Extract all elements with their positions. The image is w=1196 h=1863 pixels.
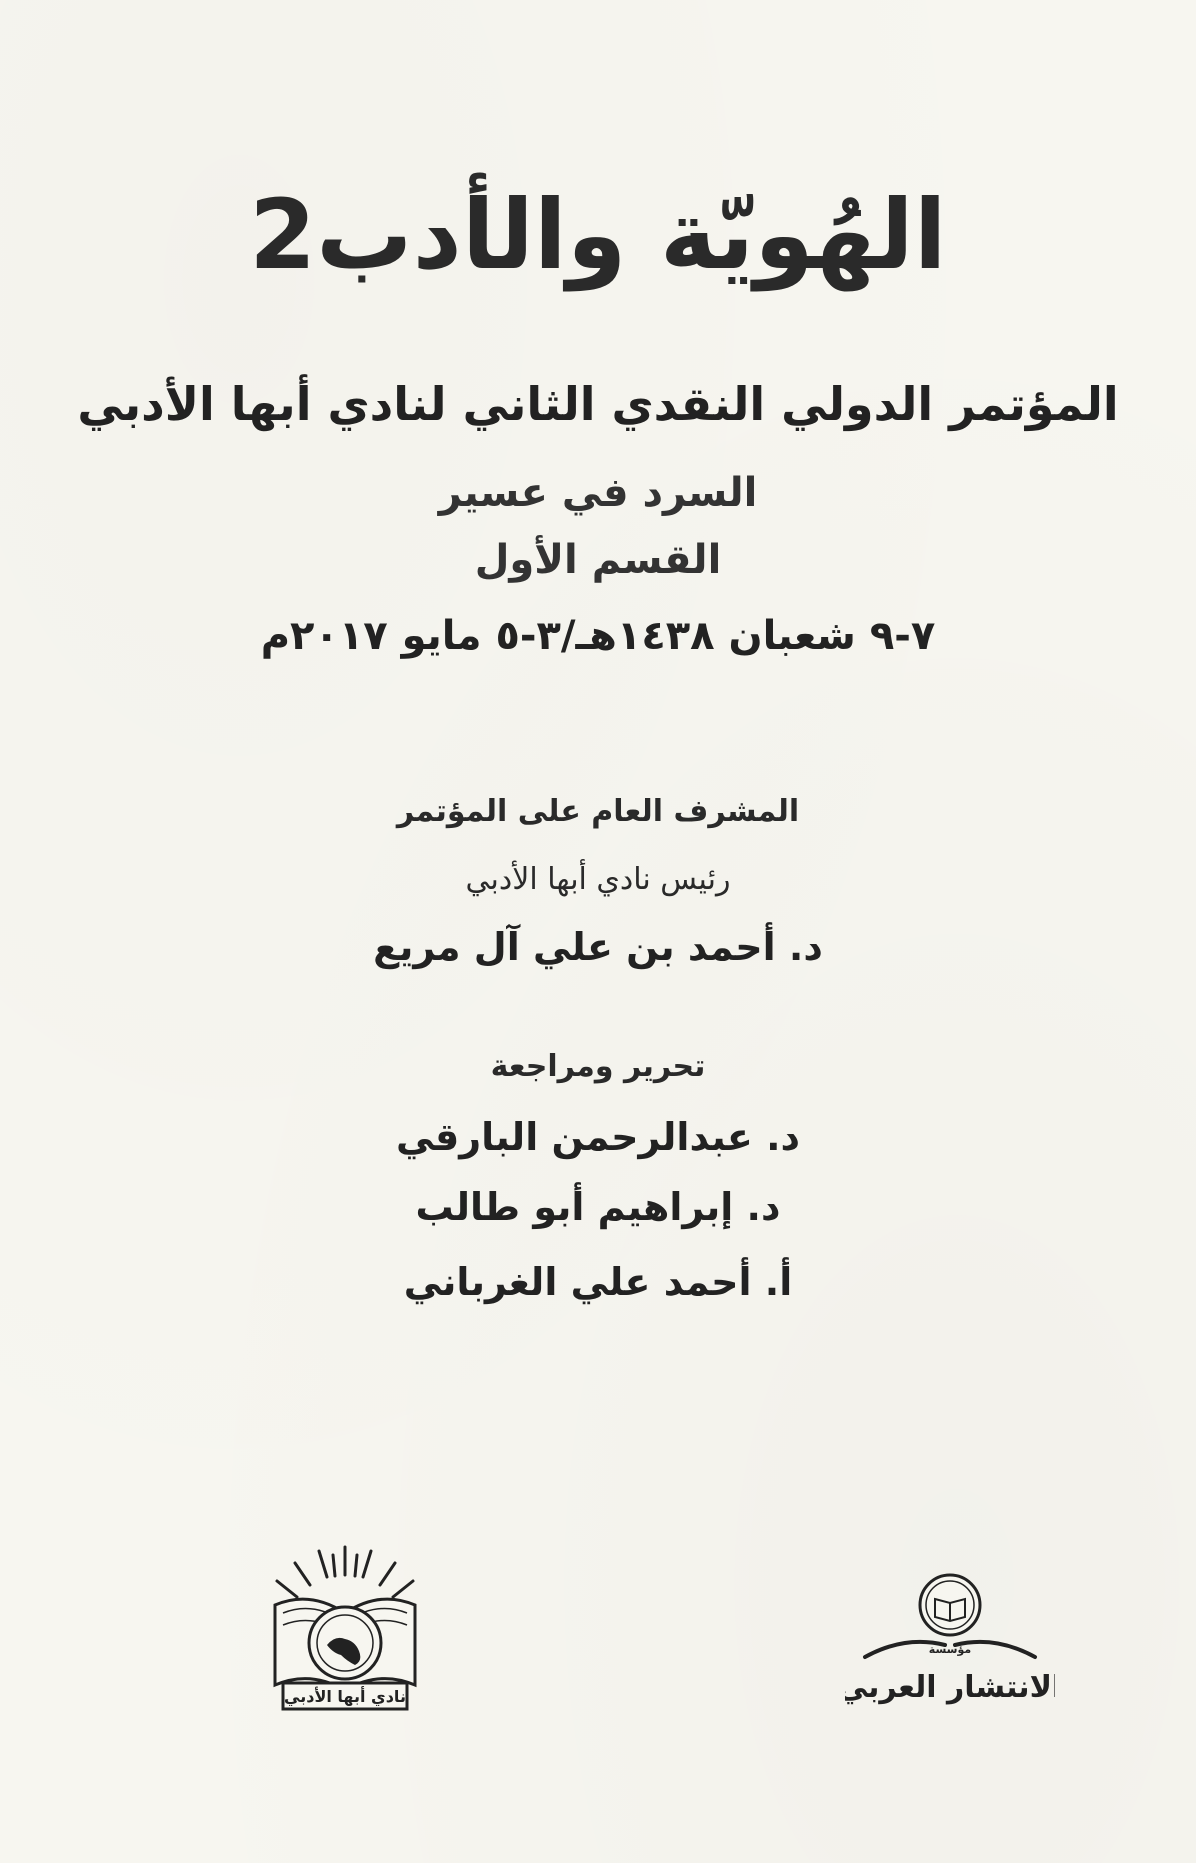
editor-name: د. إبراهيم أبو طالب (415, 1185, 781, 1229)
al-intishar-al-arabi-logo (845, 1565, 1055, 1715)
conference-topic: السرد في عسير (438, 470, 758, 516)
supervisor-name: د. أحمد بن علي آل مريع (373, 925, 823, 969)
abha-literary-club-logo (255, 1535, 435, 1715)
supervisor-label: المشرف العام على المؤتمر (396, 794, 800, 829)
supervisor-role: رئيس نادي أبها الأدبي (465, 862, 731, 897)
volume-section: القسم الأول (474, 537, 722, 583)
editor-name: د. عبدالرحمن البارقي (395, 1115, 801, 1159)
svg-text:الانتشار العربي: الانتشار العربي (845, 1670, 1055, 1705)
svg-text:نادي أبها الأدبي: نادي أبها الأدبي (284, 1687, 406, 1706)
conference-name: المؤتمر الدولي النقدي الثاني لنادي أبها الأدبي (77, 377, 1119, 431)
book-title: الهُويّة والأدب2 (249, 179, 947, 291)
svg-text:مؤسسة: مؤسسة (928, 1643, 972, 1656)
conference-dates: ٧-٩ شعبان ١٤٣٨هـ/٣-٥ مايو ٢٠١٧م (260, 613, 936, 659)
editors-label: تحرير ومراجعة (490, 1049, 706, 1084)
editor-name: أ. أحمد علي الغرباني (403, 1260, 793, 1304)
